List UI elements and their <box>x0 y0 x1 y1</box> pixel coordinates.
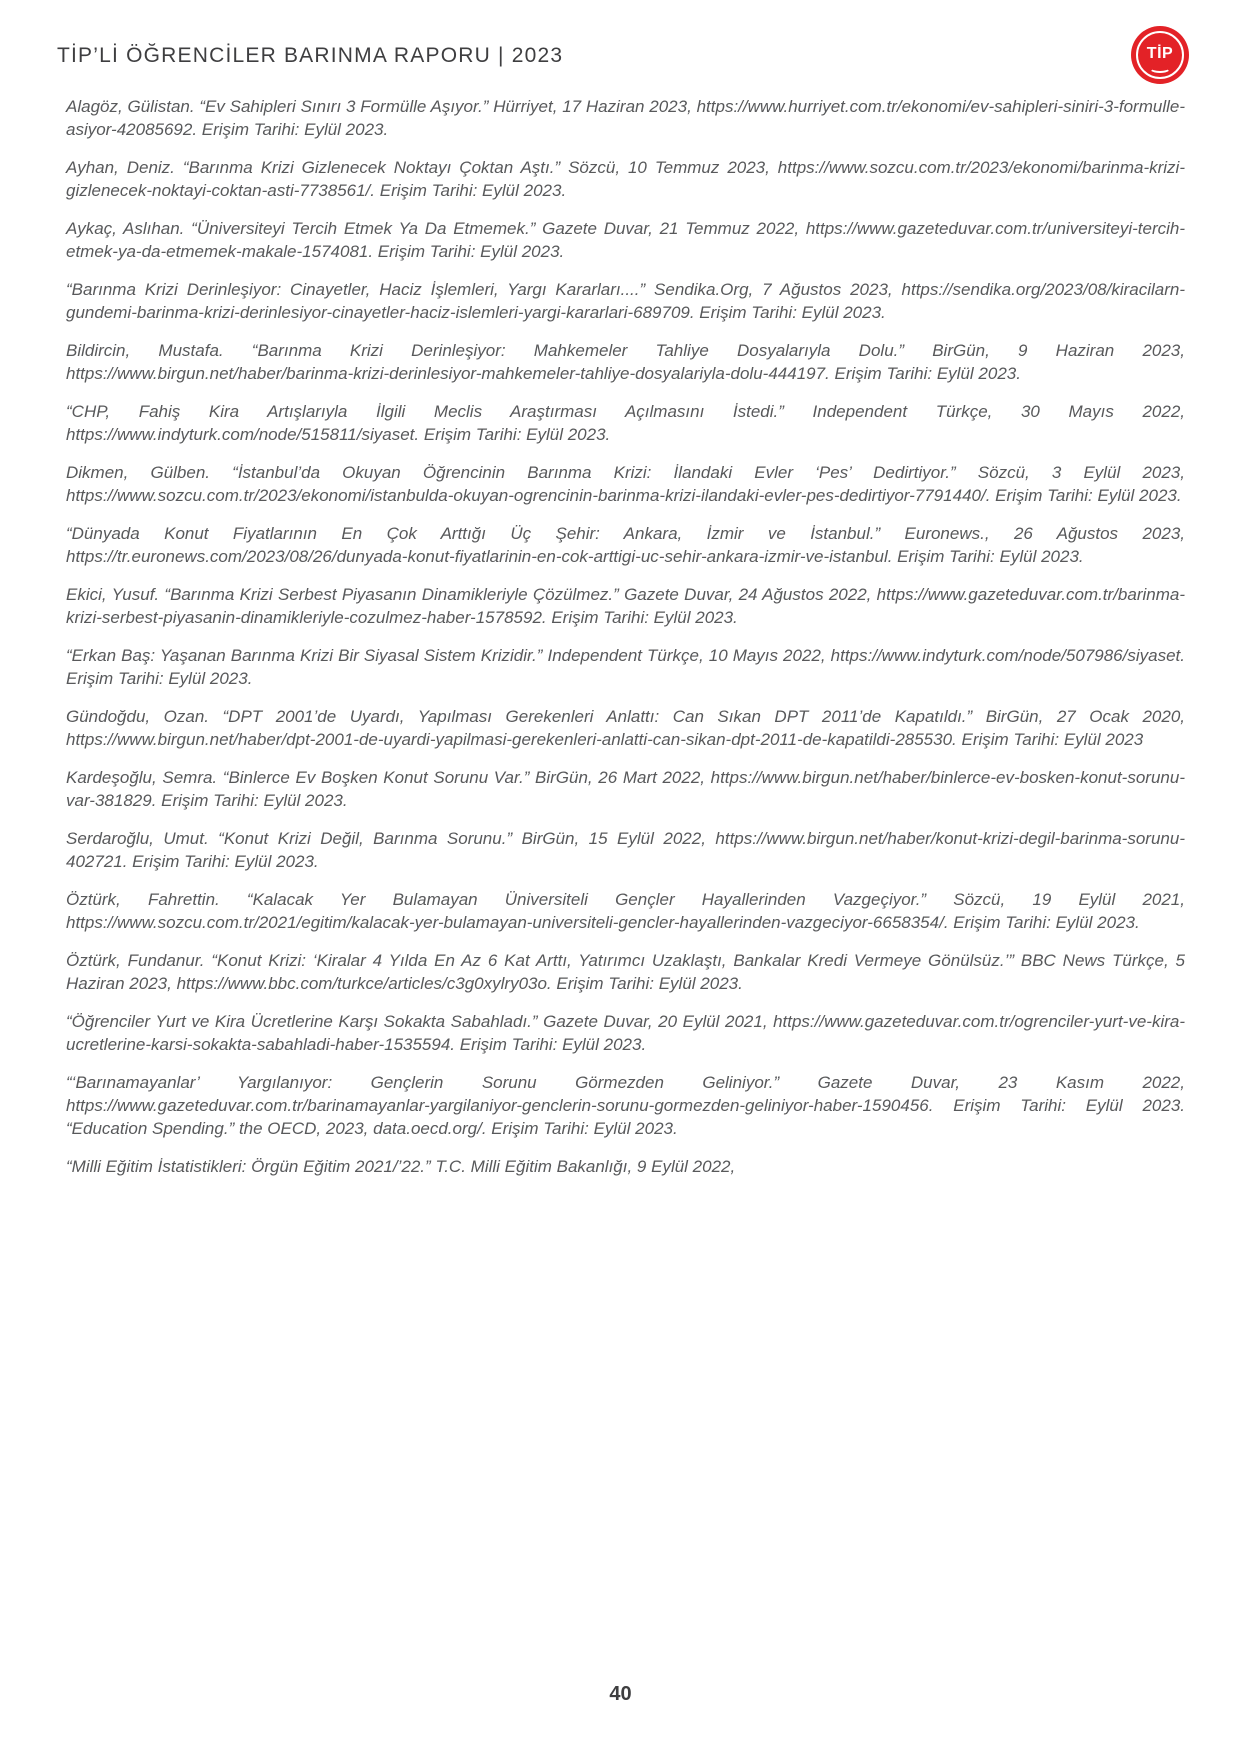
bibliography-entry: “Barınma Krizi Derinleşiyor: Cinayetler, Haciz İşlemleri, Yargı Kararları....” Sendika.Org, 7 Ağustos 2023, https://sendika.org/2023/08/kiracilarn-gundemi-barinma-krizi-derinlesiyor-cinayetler-haciz-islemleri-yargi-kararlari-689709. Erişim Tarihi: Eylül 2023. <box>66 280 1185 322</box>
bibliography-entry: Ekici, Yusuf. “Barınma Krizi Serbest Piyasanın Dinamikleriyle Çözülmez.” Gazete Duvar, 24 Ağustos 2022, https://www.gazeteduvar.com.tr/barinma-krizi-serbest-piyasanin-dinamikleriyle-cozulmez-haber-1578592. Erişim Tarihi: Eylül 2023. <box>66 585 1185 627</box>
bibliography-entry: Kardeşoğlu, Semra. “Binlerce Ev Boşken Konut Sorunu Var.” BirGün, 26 Mart 2022, https://www.birgun.net/haber/binlerce-ev-bosken-konut-sorunu-var-381829. Erişim Tarihi: Eylül 2023. <box>66 768 1185 810</box>
bibliography-entry: Alagöz, Gülistan. “Ev Sahipleri Sınırı 3 Formülle Aşıyor.” Hürriyet, 17 Haziran 2023, https://www.hurriyet.com.tr/ekonomi/ev-sahipleri-siniri-3-formulle-asiyor-42085692. Erişim Tarihi: Eylül 2023. <box>66 97 1185 139</box>
bibliography-entry: Aykaç, Aslıhan. “Üniversiteyi Tercih Etmek Ya Da Etmemek.” Gazete Duvar, 21 Temmuz 2022, https://www.gazeteduvar.com.tr/universiteyi-tercih-etmek-ya-da-etmemek-makale-1574081. Erişim Tarihi: Eylül 2023. <box>66 219 1185 261</box>
page-header-title: TİP’Lİ ÖĞRENCİLER BARINMA RAPORU | 2023 <box>57 44 564 67</box>
bibliography-list <box>66 95 1185 1193</box>
bibliography-entry: Ayhan, Deniz. “Barınma Krizi Gizlenecek Noktayı Çoktan Aştı.” Sözcü, 10 Temmuz 2023, https://www.sozcu.com.tr/2023/ekonomi/barinma-krizi-gizlenecek-noktayi-coktan-asti-7738561/. Erişim Tarihi: Eylül 2023. <box>66 158 1185 200</box>
bibliography-entry: Öztürk, Fahrettin. “Kalacak Yer Bulamayan Üniversiteli Gençler Hayallerinden Vazgeçiyor.” Sözcü, 19 Eylül 2021, https://www.sozcu.com.tr/2021/egitim/kalacak-yer-bulamayan-universiteli-gencler-hayallerinden-vazgeciyor-6658354/. Erişim Tarihi: Eylül 2023. <box>66 890 1185 932</box>
tip-logo <box>1131 26 1189 84</box>
bibliography-entry: “‘Barınamayanlar’ Yargılanıyor: Gençlerin Sorunu Görmezden Geliniyor.” Gazete Duvar, 23 Kasım 2022, https://www.gazeteduvar.com.tr/barinamayanlar-yargilaniyor-genclerin-sorunu-gormezden-geliniyor-haber-1590456. Erişim Tarihi: Eylül 2023. “Education Spending.” the OECD, 2023, data.oecd.org/. Erişim Tarihi: Eylül 2023. <box>66 1073 1185 1138</box>
tip-logo-text: TİP <box>1146 45 1174 62</box>
bibliography-entry: “Milli Eğitim İstatistikleri: Örgün Eğitim 2021/’22.” T.C. Milli Eğitim Bakanlığı, 9 Eylül 2022, <box>66 1157 736 1176</box>
page-number: 40 <box>609 1683 632 1705</box>
bibliography-entry: “Erkan Baş: Yaşanan Barınma Krizi Bir Siyasal Sistem Krizidir.” Independent Türkçe, 10 Mayıs 2022, https://www.indyturk.com/node/507986/siyaset. Erişim Tarihi: Eylül 2023. <box>66 646 1185 688</box>
bibliography-entry: Bildircin, Mustafa. “Barınma Krizi Derinleşiyor: Mahkemeler Tahliye Dosyalarıyla Dolu.” BirGün, 9 Haziran 2023, https://www.birgun.net/haber/barinma-krizi-derinlesiyor-mahkemeler-tahliye-dosyalariyla-dolu-444197. Erişim Tarihi: Eylül 2023. <box>66 341 1185 383</box>
bibliography-entry: Öztürk, Fundanur. “Konut Krizi: ‘Kiralar 4 Yılda En Az 6 Kat Arttı, Yatırımcı Uzaklaştı, Bankalar Kredi Vermeye Gönülsüz.’” BBC News Türkçe, 5 Haziran 2023, https://www.bbc.com/turkce/articles/c3g0xylry03o. Erişim Tarihi: Eylül 2023. <box>66 951 1185 993</box>
bibliography-entry: Dikmen, Gülben. “İstanbul’da Okuyan Öğrencinin Barınma Krizi: İlandaki Evler ‘Pes’ Dedirtiyor.” Sözcü, 3 Eylül 2023, https://www.sozcu.com.tr/2023/ekonomi/istanbulda-okuyan-ogrencinin-barinma-krizi-ilandaki-evler-pes-dedirtiyor-7791440/. Erişim Tarihi: Eylül 2023. <box>66 463 1185 505</box>
bibliography-entry: Gündoğdu, Ozan. “DPT 2001’de Uyardı, Yapılması Gerekenleri Anlattı: Can Sıkan DPT 2011’de Kapatıldı.” BirGün, 27 Ocak 2020, https://www.birgun.net/haber/dpt-2001-de-uyardi-yapilmasi-gerekenleri-anlatti-can-sikan-dpt-2011-de-kapatildi-285530. Erişim Tarihi: Eylül 2023 <box>66 707 1185 749</box>
laurel-icon <box>1149 63 1171 73</box>
bibliography-entry: “Dünyada Konut Fiyatlarının En Çok Arttığı Üç Şehir: Ankara, İzmir ve İstanbul.” Euronews., 26 Ağustos 2023, https://tr.euronews.com/2023/08/26/dunyada-konut-fiyatlarinin-en-cok-arttigi-uc-sehir-ankara-izmir-ve-istanbul. Erişim Tarihi: Eylül 2023. <box>66 524 1185 566</box>
bibliography-entry: “Öğrenciler Yurt ve Kira Ücretlerine Karşı Sokakta Sabahladı.” Gazete Duvar, 20 Eylül 2021, https://www.gazeteduvar.com.tr/ogrenciler-yurt-ve-kira-ucretlerine-karsi-sokakta-sabahladi-haber-1535594. Erişim Tarihi: Eylül 2023. <box>66 1012 1185 1054</box>
tip-logo-ring <box>1136 31 1184 79</box>
bibliography-entry: Serdaroğlu, Umut. “Konut Krizi Değil, Barınma Sorunu.” BirGün, 15 Eylül 2022, https://www.birgun.net/haber/konut-krizi-degil-barinma-sorunu-402721. Erişim Tarihi: Eylül 2023. <box>66 829 1185 871</box>
bibliography-entry: “CHP, Fahiş Kira Artışlarıyla İlgili Meclis Araştırması Açılmasını İstedi.” Independent Türkçe, 30 Mayıs 2022, https://www.indyturk.com/node/515811/siyaset. Erişim Tarihi: Eylül 2023. <box>66 402 1185 444</box>
